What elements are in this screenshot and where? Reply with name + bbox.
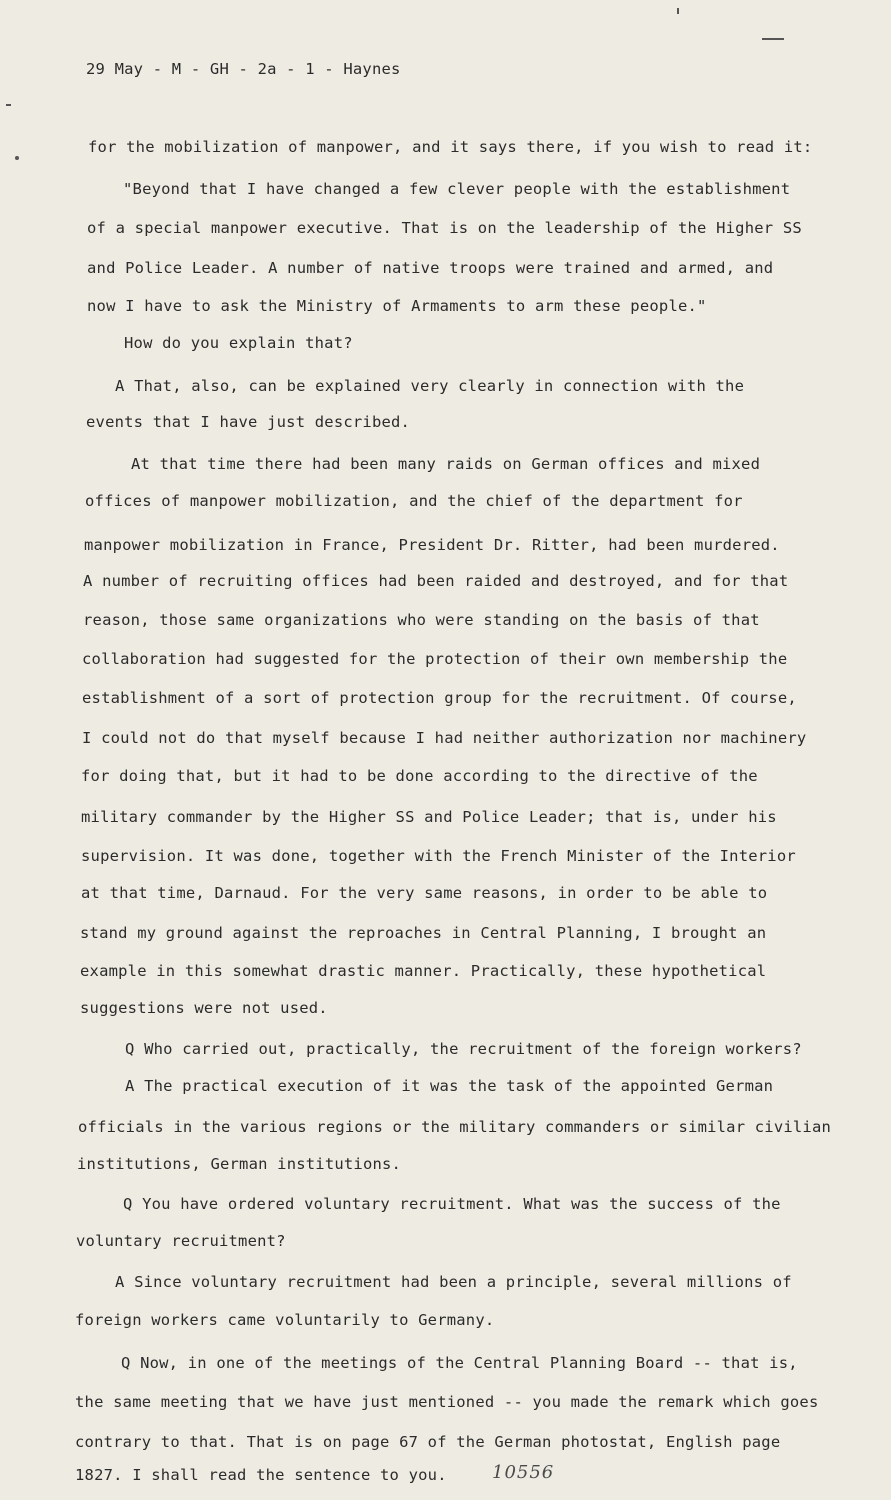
text-line: for the mobilization of manpower, and it says there, if you wish to read it: <box>88 138 813 156</box>
text-line: At that time there had been many raids on German offices and mixed <box>131 455 761 473</box>
text-line: 1827. I shall read the sentence to you. <box>75 1466 447 1484</box>
text-line: foreign workers came voluntarily to Germany. <box>75 1311 495 1329</box>
text-line: Q Who carried out, practically, the recruitment of the foreign workers? <box>125 1040 802 1058</box>
margin-dot <box>15 156 19 160</box>
text-line: for doing that, but it had to be done according to the directive of the <box>81 767 758 785</box>
top-tick <box>677 8 679 14</box>
text-line: A The practical execution of it was the task of the appointed German <box>125 1077 774 1095</box>
text-line: collaboration had suggested for the protection of their own membership the <box>82 650 788 668</box>
text-line: and Police Leader. A number of native troops were trained and armed, and <box>87 259 774 277</box>
text-line: How do you explain that? <box>124 334 353 352</box>
text-line: example in this somewhat drastic manner. Practically, these hypothetical <box>80 962 767 980</box>
text-line: establishment of a sort of protection group for the recruitment. Of course, <box>82 689 797 707</box>
text-line: at that time, Darnaud. For the very same reasons, in order to be able to <box>81 884 768 902</box>
text-line: supervision. It was done, together with the French Minister of the Interior <box>81 847 796 865</box>
text-line: suggestions were not used. <box>80 999 328 1017</box>
top-dash <box>762 38 784 40</box>
text-line: the same meeting that we have just mentioned -- you made the remark which goes <box>75 1393 819 1411</box>
text-line: Q Now, in one of the meetings of the Central Planning Board -- that is, <box>121 1354 798 1372</box>
text-line: now I have to ask the Ministry of Armaments to arm these people." <box>87 297 707 315</box>
text-line: A number of recruiting offices had been raided and destroyed, and for that <box>83 572 789 590</box>
text-line: contrary to that. That is on page 67 of the German photostat, English page <box>75 1433 781 1451</box>
text-line: Q You have ordered voluntary recruitment. What was the success of the <box>123 1195 781 1213</box>
text-line: A That, also, can be explained very clearly in connection with the <box>115 377 745 395</box>
text-line: I could not do that myself because I had neither authorization nor machinery <box>82 729 807 747</box>
text-line: of a special manpower executive. That is on the leadership of the Higher SS <box>87 219 802 237</box>
page-header: 29 May - M - GH - 2a - 1 - Haynes <box>86 60 401 78</box>
handwritten-page-number: 10556 <box>492 1462 555 1483</box>
text-line: manpower mobilization in France, President Dr. Ritter, had been murdered. <box>84 536 780 554</box>
text-line: military commander by the Higher SS and Police Leader; that is, under his <box>81 808 777 826</box>
margin-mark <box>6 104 11 106</box>
text-line: stand my ground against the reproaches in Central Planning, I brought an <box>80 924 767 942</box>
text-line: reason, those same organizations who were standing on the basis of that <box>83 611 760 629</box>
text-line: offices of manpower mobilization, and the chief of the department for <box>85 492 743 510</box>
text-line: "Beyond that I have changed a few clever people with the establishment <box>123 180 791 198</box>
text-line: events that I have just described. <box>86 413 411 431</box>
text-line: officials in the various regions or the military commanders or similar civilian <box>78 1118 832 1136</box>
text-line: A Since voluntary recruitment had been a principle, several millions of <box>115 1273 792 1291</box>
text-line: institutions, German institutions. <box>77 1155 402 1173</box>
text-line: voluntary recruitment? <box>76 1232 286 1250</box>
